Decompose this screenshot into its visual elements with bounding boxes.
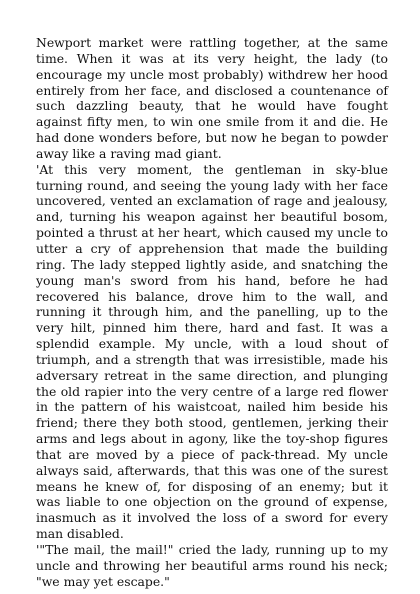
paragraph-1: Newport market were rattling together, at the same time. When it was at its very height, the lady (to encourage my uncle most probably) withdrew her hood entirely from her face, and disclosed a countenance of such dazzling beauty, that he would have fought against fifty men, to win one smile from it and die. He had done wonders before, but now he began to powder away like a raving mad giant. [36, 35, 388, 161]
document-page [36, 35, 388, 590]
paragraph-3: '"The mail, the mail!" cried the lady, running up to my uncle and throwing her beautiful arms round his neck; "we may yet escape." [36, 542, 388, 589]
paragraph-2: 'At this very moment, the gentleman in sky-blue turning round, and seeing the young lady with her face uncovered, vented an exclamation of rage and jealousy, and, turning his weapon against her beautiful bosom, pointed a thrust at her heart, which caused my uncle to utter a cry of apprehension that made the building ring. The lady stepped lightly aside, and snatching the young man's sword from his hand, before he had recovered his balance, drove him to the wall, and running it through him, and the panelling, up to the very hilt, pinned him there, hard and fast. It was a splendid example. My uncle, with a loud shout of triumph, and a strength that was irresistible, made his adversary retreat in the same direction, and plunging the old rapier into the very centre of a large red flower in the pattern of his waistcoat, nailed him beside his friend; there they both stood, gentlemen, jerking their arms and legs about in agony, like the toy-shop figures that are moved by a piece of pack-thread. My uncle always said, afterwards, that this was one of the surest means he knew of, for disposing of an enemy; but it was liable to one objection on the ground of expense, inasmuch as it involved the loss of a sword for every man disabled. [36, 161, 388, 542]
